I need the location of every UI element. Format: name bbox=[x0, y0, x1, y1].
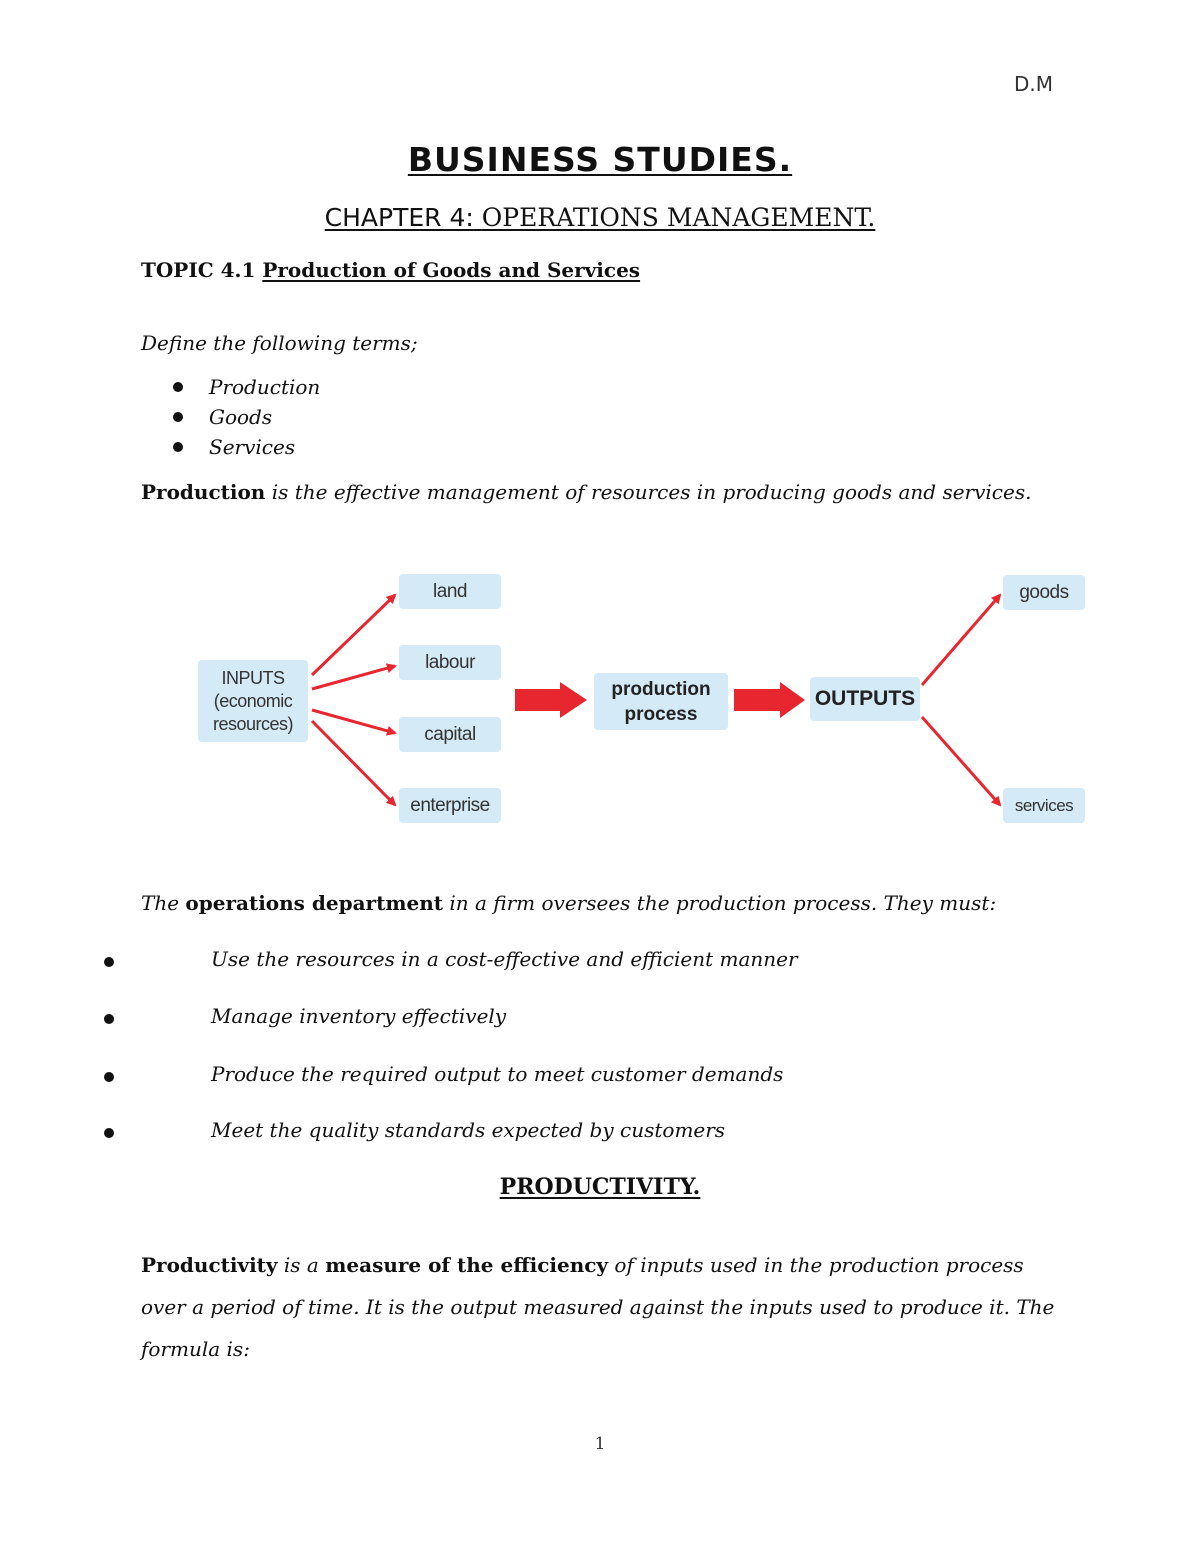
arrow-to-goods bbox=[922, 595, 1000, 685]
productivity-heading: PRODUCTIVITY. bbox=[499, 1174, 701, 1200]
header-initials: D.M bbox=[1014, 72, 1054, 96]
chapter-name: OPERATIONS MANAGEMENT. bbox=[481, 203, 876, 232]
bullet-icon bbox=[104, 1014, 114, 1024]
inputs-label-line: (economic bbox=[213, 690, 293, 711]
duty-text: Manage inventory effectively bbox=[211, 1004, 507, 1028]
outputs-label: OUTPUTS bbox=[814, 687, 916, 710]
inputs-label-line: INPUTS bbox=[221, 667, 285, 688]
inputs-label-line: resources) bbox=[212, 713, 294, 734]
production-text: is the effective management of resources in producing goods and services. bbox=[271, 480, 1032, 504]
duty-text: Produce the required output to meet customer demands bbox=[211, 1062, 784, 1086]
productivity-is-a: is a bbox=[283, 1253, 319, 1277]
output-label: services bbox=[1014, 795, 1074, 815]
term-label: Production bbox=[209, 375, 321, 399]
output-label: goods bbox=[1019, 581, 1069, 603]
resource-box-capital bbox=[399, 717, 501, 752]
process-label-line: process bbox=[624, 703, 698, 725]
block-arrow-to-outputs bbox=[734, 682, 805, 718]
duty-text: Meet the quality standards expected by customers bbox=[211, 1118, 726, 1142]
resource-label: land bbox=[433, 580, 467, 602]
topic-heading bbox=[141, 258, 640, 282]
operations-intro bbox=[141, 882, 1071, 924]
define-prompt: Define the following terms; bbox=[141, 331, 418, 355]
block-arrow-to-process bbox=[515, 682, 587, 718]
page-number: 1 bbox=[594, 1434, 606, 1454]
duty-text: Use the resources in a cost-effective and efficient manner bbox=[211, 947, 798, 971]
term-item bbox=[173, 435, 295, 459]
bullet-icon bbox=[173, 442, 183, 452]
production-process-box bbox=[594, 673, 728, 730]
arrow-to-enterprise bbox=[312, 721, 395, 805]
productivity-term: Productivity bbox=[141, 1253, 278, 1277]
bullet-icon bbox=[104, 1128, 114, 1138]
output-box-goods bbox=[1003, 575, 1085, 610]
topic-number: TOPIC 4.1 bbox=[141, 258, 256, 282]
document-title: BUSINESS STUDIES. bbox=[407, 140, 793, 179]
chapter-number: CHAPTER 4: bbox=[324, 203, 474, 232]
bullet-icon bbox=[104, 957, 114, 967]
operations-lead: The bbox=[141, 891, 180, 915]
production-definition bbox=[141, 471, 1071, 513]
operations-term: operations department bbox=[185, 891, 443, 915]
resource-box-enterprise bbox=[399, 788, 501, 823]
resource-label: labour bbox=[425, 651, 475, 673]
production-term: Production bbox=[141, 480, 266, 504]
arrow-to-services bbox=[922, 717, 1000, 805]
topic-name: Production of Goods and Services bbox=[262, 258, 641, 282]
term-label: Services bbox=[209, 435, 296, 459]
term-item bbox=[173, 375, 320, 399]
process-label-line: production bbox=[611, 678, 711, 700]
chapter-heading bbox=[0, 203, 1200, 232]
inputs-box bbox=[198, 660, 308, 742]
bullet-icon bbox=[173, 382, 183, 392]
productivity-text: of inputs used in the production process over a period of time. It is the output measured against the inputs used to produce it. The formula is: bbox=[141, 1253, 1055, 1361]
productivity-definition bbox=[141, 1244, 1071, 1370]
resource-label: enterprise bbox=[410, 794, 490, 816]
term-label: Goods bbox=[209, 405, 273, 429]
resource-label: capital bbox=[424, 723, 476, 745]
bullet-icon bbox=[173, 412, 183, 422]
output-box-services bbox=[1003, 788, 1085, 823]
arrow-to-land bbox=[312, 595, 395, 675]
productivity-key-phrase: measure of the efficiency bbox=[325, 1253, 609, 1277]
term-item bbox=[173, 405, 272, 429]
resource-box-land bbox=[399, 574, 501, 609]
production-diagram bbox=[190, 565, 1095, 830]
outputs-box bbox=[810, 677, 920, 721]
bullet-icon bbox=[104, 1072, 114, 1082]
operations-text: in a firm oversees the production process. They must: bbox=[449, 891, 997, 915]
resource-box-labour bbox=[399, 645, 501, 680]
arrow-to-capital bbox=[312, 710, 395, 733]
arrow-to-labour bbox=[312, 666, 395, 689]
